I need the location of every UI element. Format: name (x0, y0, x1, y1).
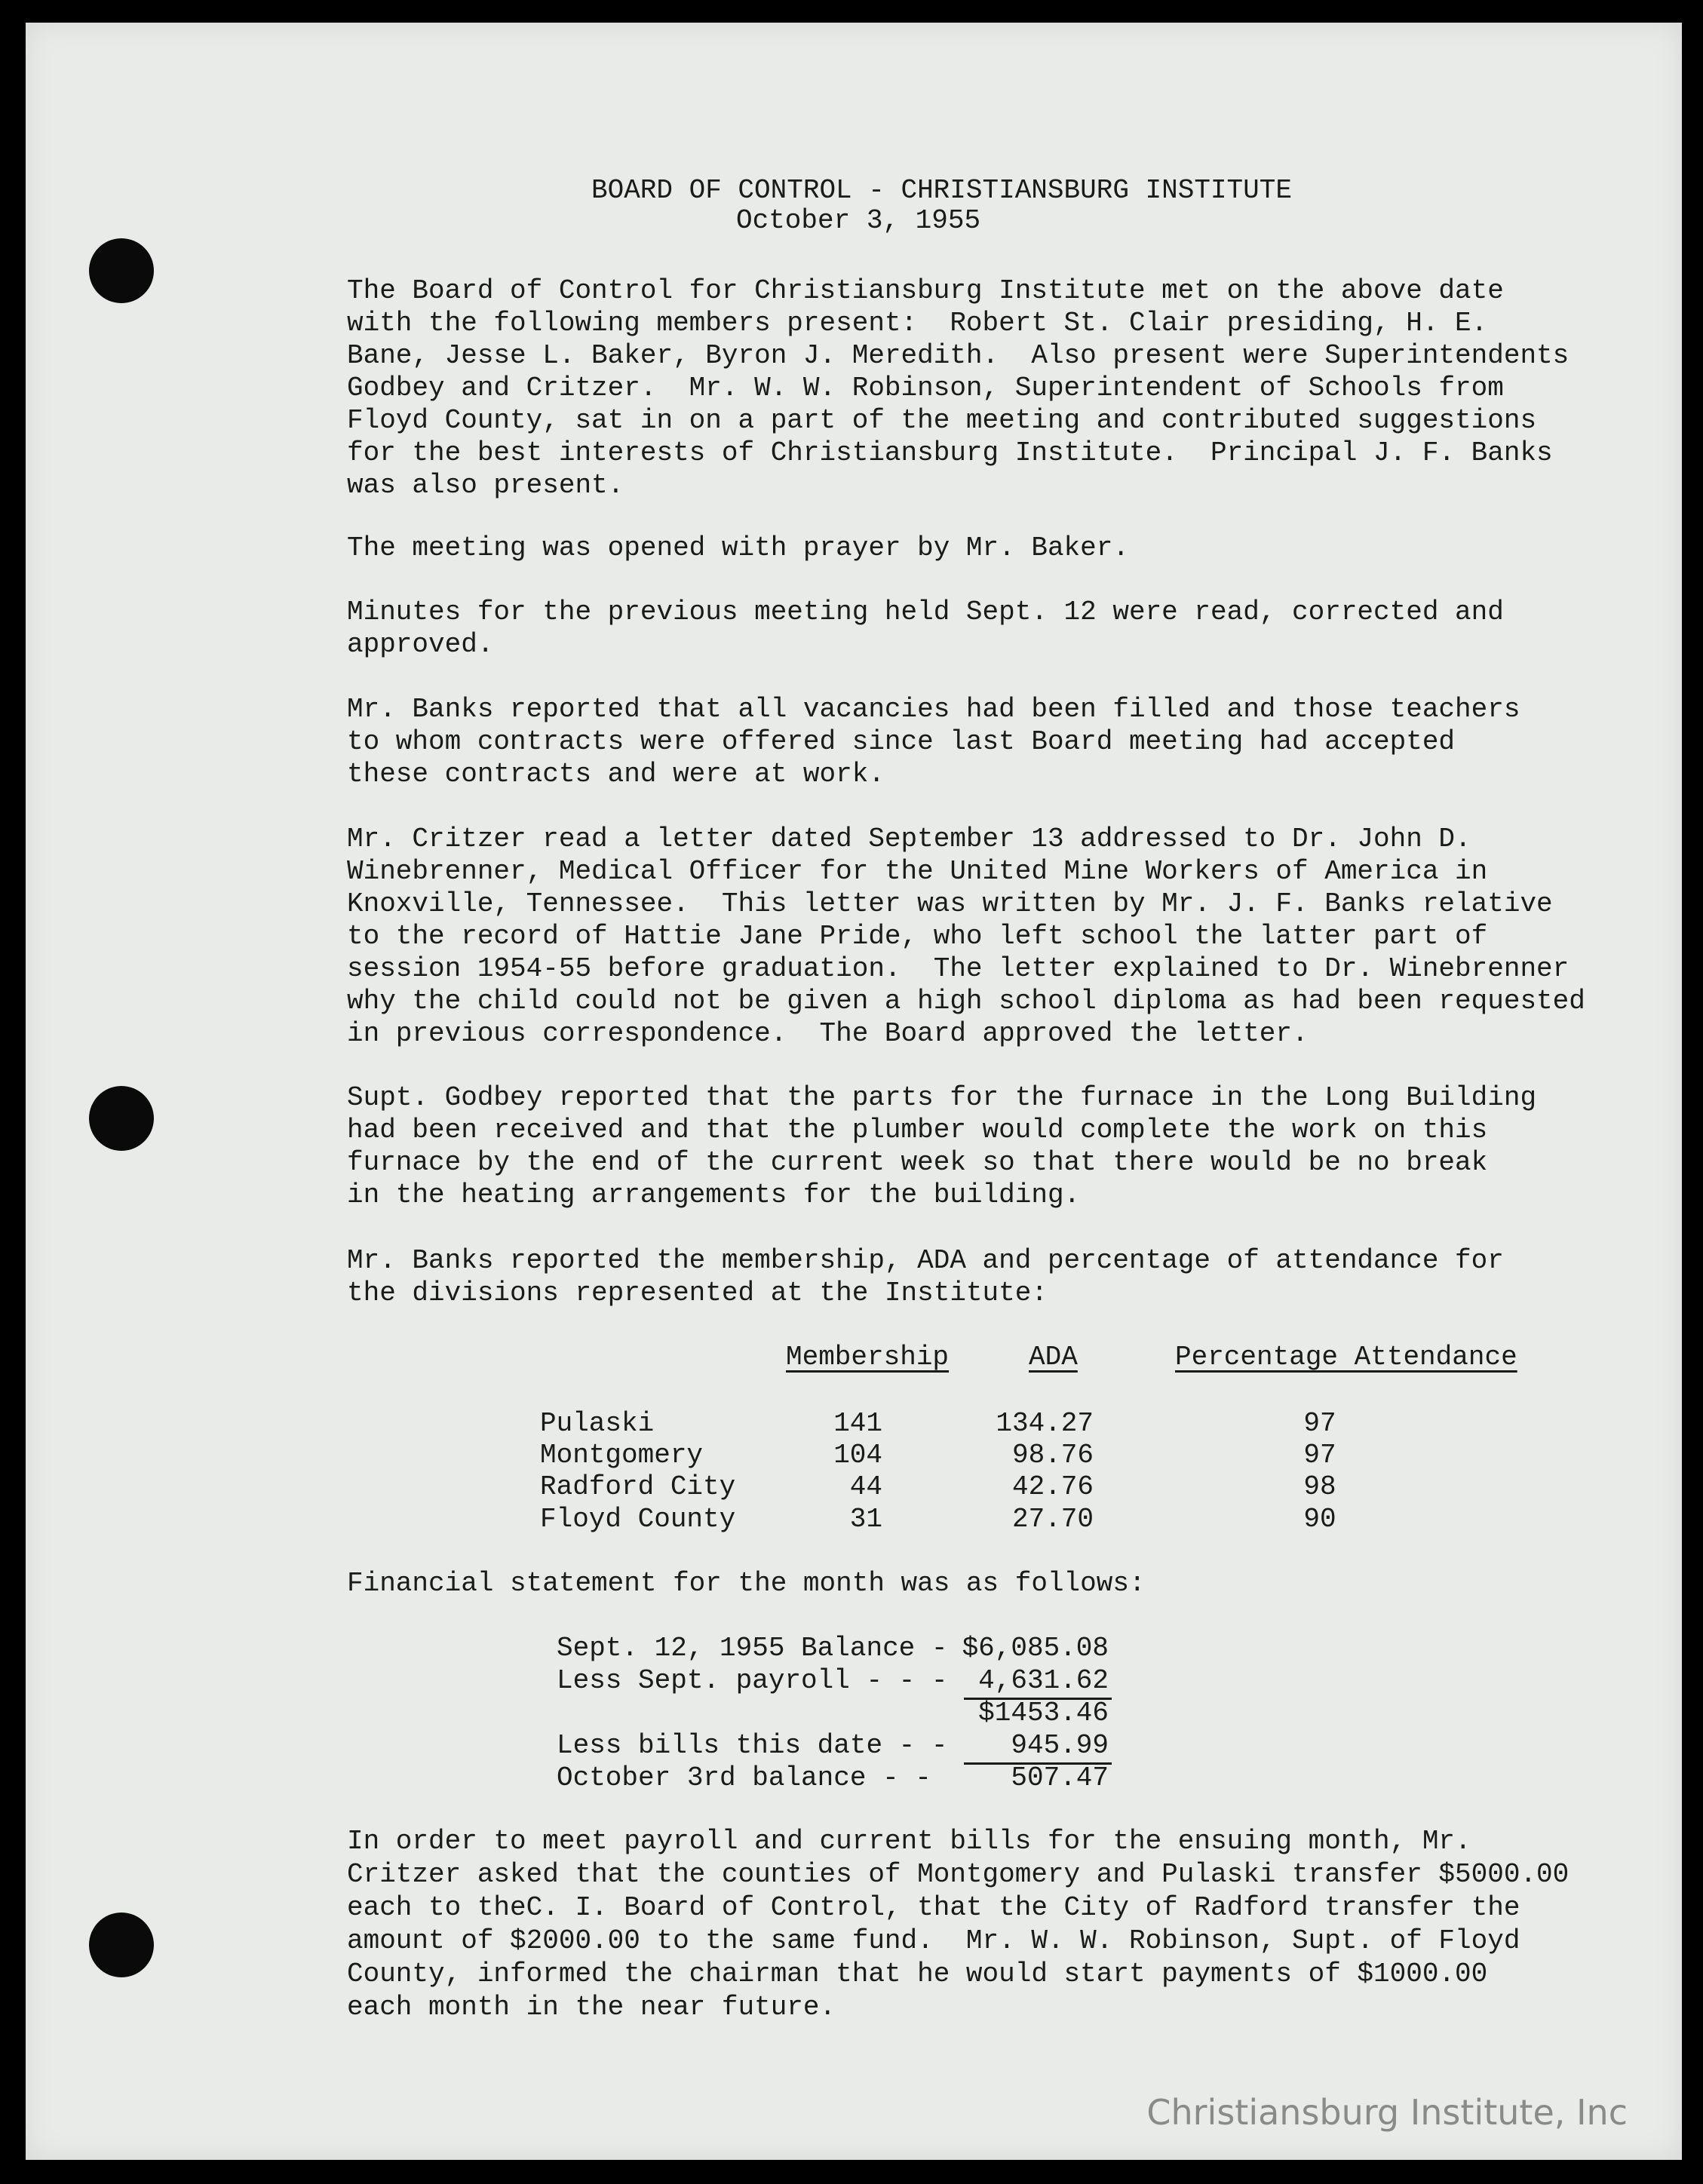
financial-label: Less bills this date - - (557, 1730, 948, 1761)
punch-hole (89, 1913, 154, 1977)
text-line: the divisions represented at the Institute: (347, 1278, 1048, 1308)
text-line: with the following members present: Robert St. Clair presiding, H. E. (347, 308, 1488, 339)
text-line: in the heating arrangements for the building. (347, 1179, 1081, 1210)
column-header-percentage: Percentage Attendance (1175, 1342, 1517, 1373)
document-date: October 3, 1955 (736, 205, 981, 236)
text-line: Bane, Jesse L. Baker, Byron J. Meredith. Also present were Superintendents (347, 340, 1570, 371)
text-line: for the best interests of Christiansburg Institute. Principal J. F. Banks (347, 437, 1553, 468)
text-line: these contracts and were at work. (347, 759, 885, 790)
text-line: to the record of Hattie Jane Pride, who left school the latter part of (347, 921, 1488, 952)
text-line: Mr. Banks reported the membership, ADA and percentage of attendance for (347, 1245, 1504, 1276)
text-line: Supt. Godbey reported that the parts for the furnace in the Long Building (347, 1082, 1537, 1113)
text-line: Mr. Critzer read a letter dated September 13 addressed to Dr. John D. (347, 824, 1471, 854)
table-cell-membership: 44 (849, 1471, 882, 1502)
table-cell-percentage: 97 (1303, 1440, 1336, 1471)
financial-label: Sept. 12, 1955 Balance - (557, 1633, 948, 1664)
document-title: BOARD OF CONTROL - CHRISTIANSBURG INSTITUTE (591, 175, 1292, 206)
punch-hole (89, 1086, 154, 1151)
text-line: each to theC. I. Board of Control, that the City of Radford transfer the (347, 1892, 1520, 1923)
text-line: had been received and that the plumber would complete the work on this (347, 1115, 1488, 1146)
watermark-text: Christiansburg Institute, Inc (1146, 2092, 1628, 2133)
table-cell-division: Pulaski (540, 1408, 655, 1439)
financial-amount: 4,631.62 (978, 1665, 1109, 1696)
text-line: County, informed the chairman that he would start payments of $1000.00 (347, 1959, 1488, 1989)
text-line: was also present. (347, 470, 624, 501)
table-cell-membership: 31 (849, 1504, 882, 1535)
text-line: In order to meet payroll and current bills for the ensuing month, Mr. (347, 1826, 1471, 1857)
text-line: Winebrenner, Medical Officer for the United Mine Workers of America in (347, 856, 1488, 887)
financial-amount: 507.47 (1011, 1762, 1109, 1793)
table-cell-percentage: 98 (1303, 1471, 1336, 1502)
punch-hole (89, 238, 154, 303)
financial-subtotal: $1453.46 (978, 1698, 1109, 1728)
text-line: to whom contracts were offered since last Board meeting had accepted (347, 726, 1456, 757)
table-cell-percentage: 90 (1303, 1504, 1336, 1535)
text-line: session 1954-55 before graduation. The letter explained to Dr. Winebrenner (347, 953, 1570, 984)
text-line: in previous correspondence. The Board approved the letter. (347, 1018, 1309, 1049)
text-line: Knoxville, Tennessee. This letter was written by Mr. J. F. Banks relative (347, 888, 1553, 919)
table-cell-division: Radford City (540, 1471, 736, 1502)
text-line: furnace by the end of the current week so that there would be no break (347, 1147, 1488, 1178)
financial-amount: 945.99 (1011, 1730, 1109, 1761)
financial-label: October 3rd balance - - (557, 1762, 931, 1793)
text-line: amount of $2000.00 to the same fund. Mr. W. W. Robinson, Supt. of Floyd (347, 1925, 1520, 1956)
column-header-membership: Membership (786, 1342, 950, 1373)
table-cell-membership: 141 (833, 1408, 882, 1439)
text-line: The meeting was opened with prayer by Mr. Baker. (347, 532, 1129, 563)
text-line: why the child could not be given a high school diploma as had been requested (347, 986, 1585, 1017)
text-line: Critzer asked that the counties of Montgomery and Pulaski transfer $5000.00 (347, 1859, 1570, 1890)
table-cell-ada: 42.76 (1011, 1471, 1094, 1502)
text-line: The Board of Control for Christiansburg Institute met on the above date (347, 275, 1504, 306)
text-line: Mr. Banks reported that all vacancies had been filled and those teachers (347, 694, 1520, 725)
text-line: approved. (347, 629, 494, 660)
text-line: Floyd County, sat in on a part of the meeting and contributed suggestions (347, 405, 1537, 436)
financial-intro: Financial statement for the month was as follows: (347, 1568, 1146, 1599)
table-cell-division: Montgomery (540, 1440, 704, 1471)
table-cell-percentage: 97 (1303, 1408, 1336, 1439)
table-cell-ada: 134.27 (996, 1408, 1094, 1439)
financial-label: Less Sept. payroll - - - (557, 1665, 948, 1696)
table-cell-division: Floyd County (540, 1504, 736, 1535)
table-cell-ada: 27.70 (1011, 1504, 1094, 1535)
column-header-ada: ADA (1029, 1342, 1078, 1373)
text-line: Minutes for the previous meeting held Sept. 12 were read, corrected and (347, 597, 1504, 627)
financial-amount: $6,085.08 (962, 1633, 1109, 1664)
text-line: each month in the near future. (347, 1992, 836, 2023)
table-cell-ada: 98.76 (1011, 1440, 1094, 1471)
table-cell-membership: 104 (833, 1440, 882, 1471)
text-line: Godbey and Critzer. Mr. W. W. Robinson, Superintendent of Schools from (347, 373, 1504, 403)
